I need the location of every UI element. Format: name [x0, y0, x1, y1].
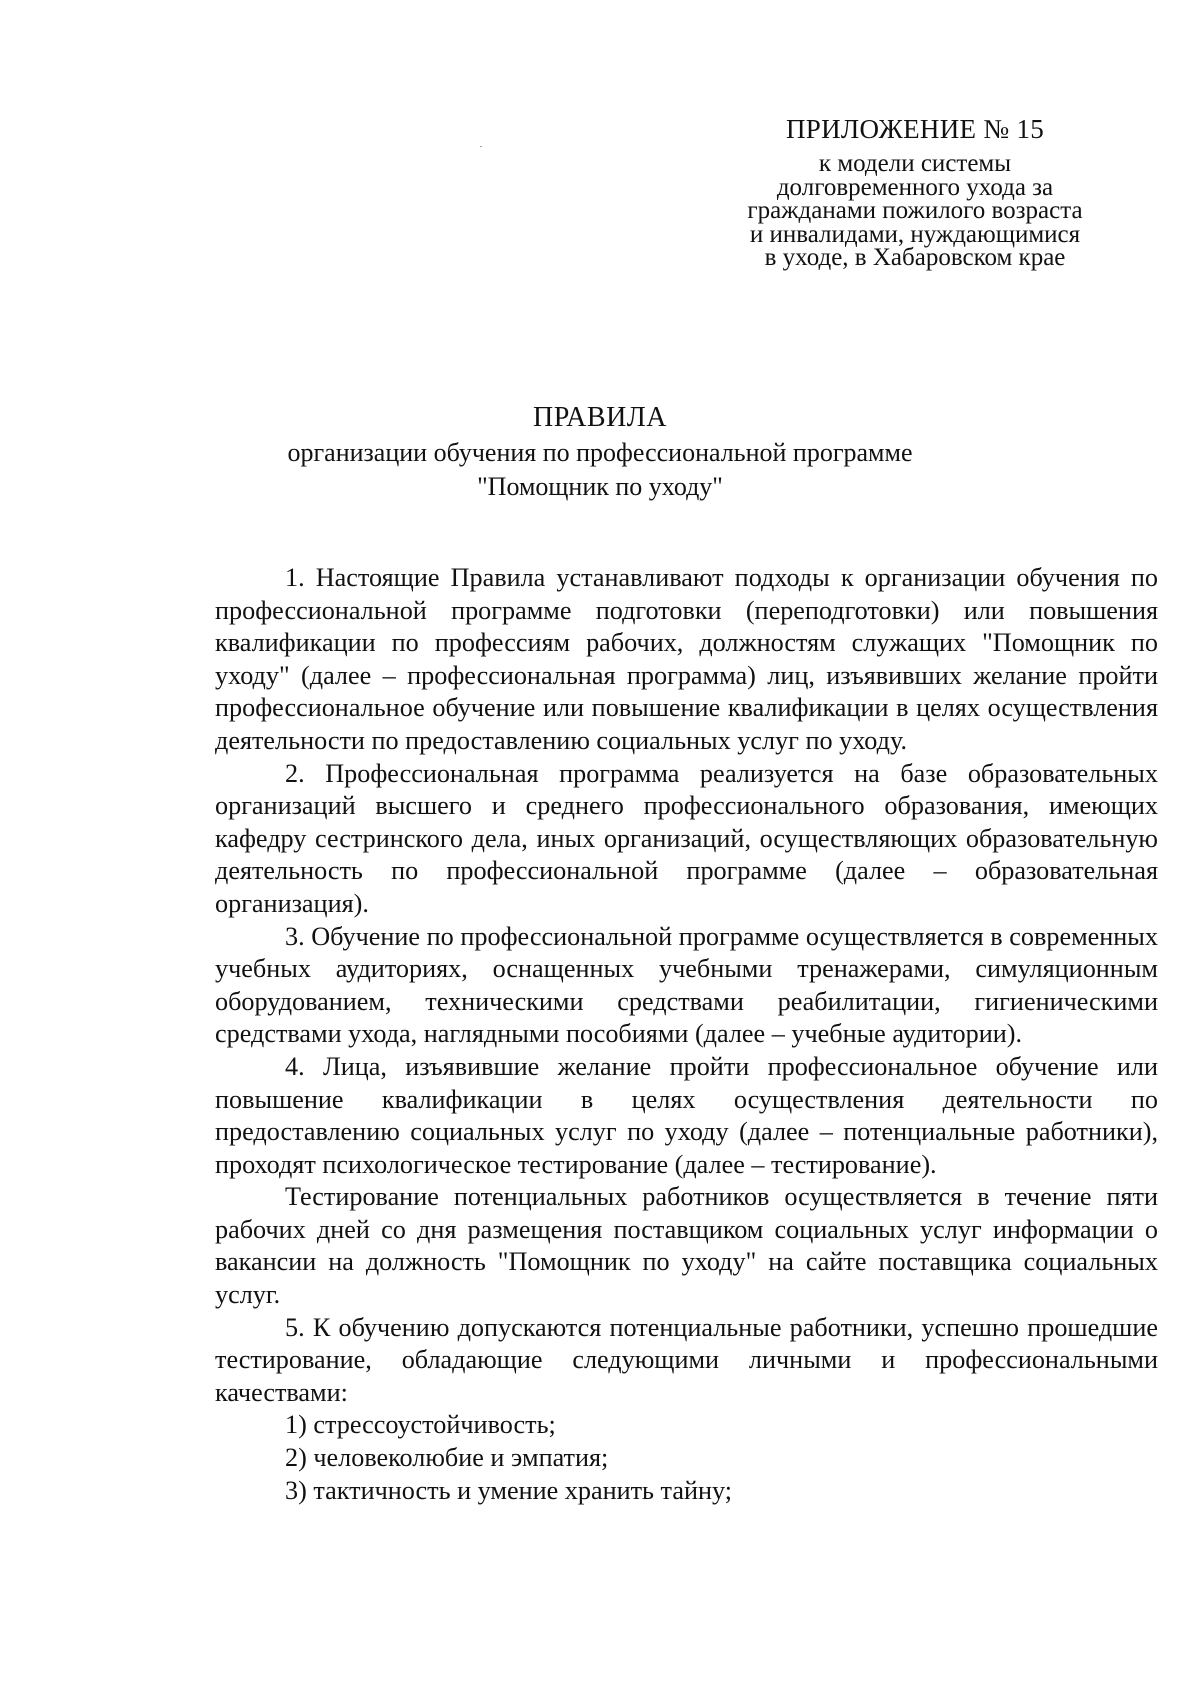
- appendix-line: и инвалидами, нуждающимися: [749, 220, 1081, 248]
- list-item: 3) тактичность и умение хранить тайну;: [285, 1475, 732, 1505]
- appendix-line: гражданами пожилого возраста: [747, 197, 1083, 224]
- list-item: 2) человеколюбие и эмпатия;: [285, 1443, 609, 1473]
- appendix-line: долговременного ухода за: [776, 173, 1054, 201]
- heading-subtitle-line: организации обучения по профессиональной программе: [287, 438, 913, 467]
- paragraph-4: 4. Лица, изъявившие желание пройти профессиональное обучение или повышение квалификации в целях осуществления деятельности по предоставлению социальных услуг по уходу (далее – потенциальные работники), проходят психологическое тестирование (далее – тестирование).: [215, 1051, 1158, 1179]
- paragraph-3: 3. Обучение по профессиональной программе осуществляется в современных учебных аудиториях, оснащенных учебными тренажерами, симуляционным оборудованием, техническими средствами реабилитации, гигиеническими средствами ухода, наглядными пособиями (далее – учебные аудитории).: [215, 921, 1158, 1049]
- paragraph-1: 1. Настоящие Правила устанавливают подходы к организации обучения по профессиональной программе подготовки (переподготовки) или повышения квалификации по профессиям рабочих, должностям служащих "Помощник по уходу" (далее – профессиональная программа) лиц, изъявивших желание пройти профессиональное обучение или повышение квалификации в целях осуществления деятельности по предоставлению социальных услуг по уходу.: [215, 563, 1158, 755]
- appendix-block: [700, 112, 1130, 270]
- list-item: 1) стрессоустойчивость;: [285, 1410, 556, 1440]
- scan-speck: [480, 146, 482, 147]
- document-heading: [0, 400, 1200, 504]
- heading-subtitle-line: "Помощник по уходу": [477, 472, 723, 501]
- paragraph-4-testing: Тестирование потенциальных работников осуществляется в течение пяти рабочих дней со дня размещения поставщиком социальных услуг информации о вакансии на должность "Помощник по уходу" на сайте поставщика социальных услуг.: [215, 1182, 1158, 1310]
- heading-title: ПРАВИЛА: [532, 402, 668, 433]
- paragraph-5: 5. К обучению допускаются потенциальные работники, успешно прошедшие тестирование, обладающие следующими личными и профессиональными качествами:: [215, 1312, 1158, 1407]
- document-body: [215, 562, 1158, 1507]
- appendix-title: ПРИЛОЖЕНИЕ № 15: [785, 114, 1045, 144]
- paragraph-2: 2. Профессиональная программа реализуется на базе образовательных организаций высшего и среднего профессионального образования, имеющих кафедру сестринского дела, иных организаций, осуществляющих образовательную деятельность по профессиональной программе (далее – образовательная организация).: [215, 758, 1158, 918]
- appendix-line: к модели системы: [818, 150, 1012, 177]
- appendix-line: в уходе, в Хабаровском крае: [764, 244, 1066, 271]
